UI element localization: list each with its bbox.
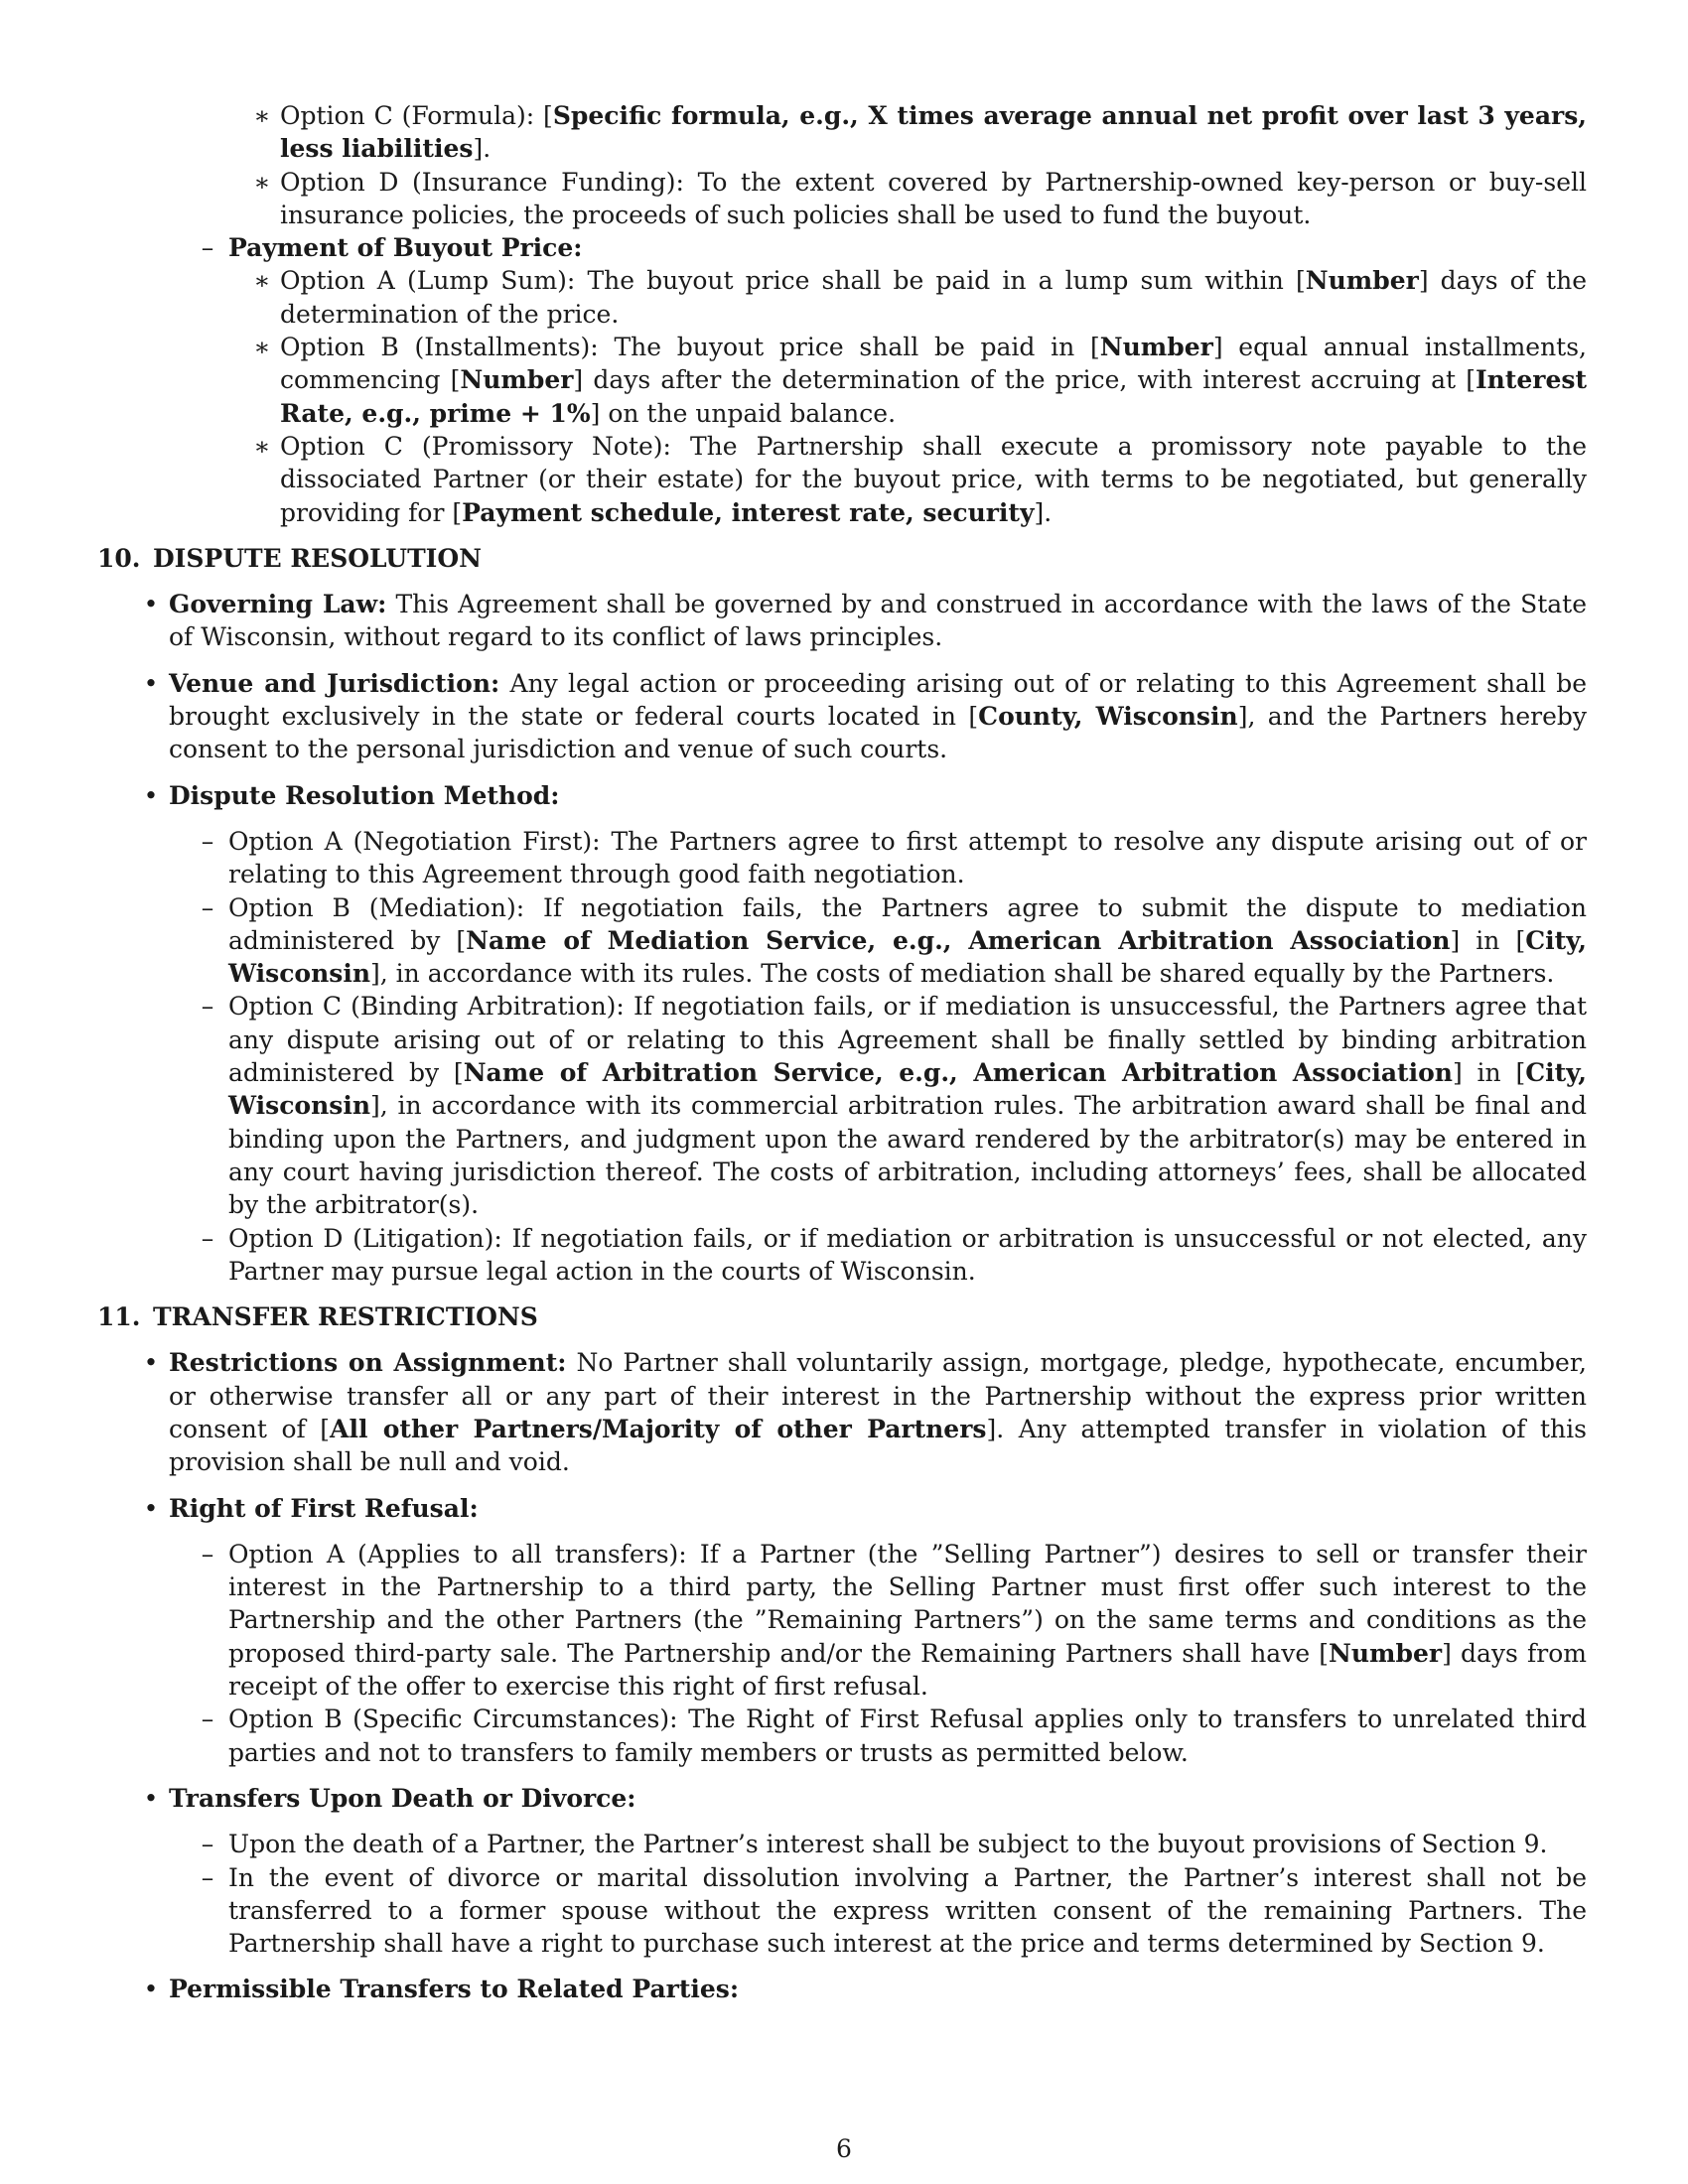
dash-marker: – (201, 1705, 214, 1734)
star-marker: ∗ (253, 101, 271, 130)
dispute-option-c: – Option C (Binding Arbitration): If negotiation fails, or if mediation is unsuccessful, the Partners agree that any dispute arising out of or relating to this Agreement shall be finally settled by binding arbitration administered by [Name of Arbitration Service, e.g., American Arbitration Association] in [City, Wisconsin], in accordance with its commercial arbitration rules. The arbitration award shall be final and binding upon the Partners, and judgment upon the award rendered by the arbitrator(s) may be entered in any court having jurisdiction thereof. The costs of arbitration, including attorneys’ fees, shall be allocated by the arbitrator(s). (228, 990, 1587, 1221)
dispute-option-a: – Option A (Negotiation First): The Partners agree to first attempt to resolve any dispute arising out of or relating to this Agreement through good faith negotiation. (228, 825, 1587, 891)
rofr-option-a: – Option A (Applies to all transfers): If a Partner (the ”Selling Partner”) desires to sell or transfer their interest in the Partnership to a third party, the Selling Partner must first offer such interest to the Partnership and the other Partners (the ”Remaining Partners”) on the same terms and conditions as the proposed third-party sale. The Partnership and/or the Remaining Partners shall have [Number] days from receipt of the offer to exercise this right of first refusal. (228, 1538, 1587, 1703)
right-of-first-refusal: • Right of First Refusal: (169, 1492, 1587, 1525)
transfers-upon-death-or-divorce: • Transfers Upon Death or Divorce: (169, 1782, 1587, 1815)
bullet-marker: • (143, 590, 159, 619)
star-marker: ∗ (253, 266, 271, 296)
dash-marker: – (201, 1830, 214, 1859)
payment-option-b: ∗ Option B (Installments): The buyout price shall be paid in [Number] equal annual installments, commencing [Number] days after the determination of the price, with interest accruing at [Interest Rate, e.g., prime + 1%] on the unpaid balance. (253, 333, 1587, 428)
payment-option-a: ∗ Option A (Lump Sum): The buyout price shall be paid in a lump sum within [Number] days of the determination of the price. (253, 266, 1587, 329)
payment-option-c: ∗ Option C (Promissory Note): The Partnership shall execute a promissory note payable to the dissociated Partner (or their estate) for the buyout price, with terms to be negotiated, but generally providing for [Payment schedule, interest rate, security]. (253, 431, 1587, 527)
dispute-option-d: – Option D (Litigation): If negotiation fails, or if mediation or arbitration is unsuccessful or not elected, any Partner may pursue legal action in the courts of Wisconsin. (228, 1222, 1587, 1289)
dash-marker: – (201, 1223, 214, 1253)
section-title: TRANSFER RESTRICTIONS (153, 1302, 538, 1332)
dispute-resolution-method: • Dispute Resolution Method: (169, 779, 1587, 812)
page-number: 6 (836, 2134, 852, 2163)
bullet-marker: • (143, 1493, 159, 1523)
section-number: 10. (97, 543, 141, 573)
rofr-option-b: – Option B (Specific Circumstances): The Right of First Refusal applies only to transfers to unrelated third parties and not to transfers to family members or trusts as permitted below. (228, 1703, 1587, 1769)
star-marker: ∗ (253, 333, 271, 362)
divorce-provision: – In the event of divorce or marital dissolution involving a Partner, the Partner’s interest shall not be transferred to a former spouse without the express written consent of the remaining Partners. The Partnership shall have a right to purchase such interest at the price and terms determined by Section 9. (228, 1861, 1587, 1961)
payment-of-buyout-price: – Payment of Buyout Price: (228, 231, 1587, 264)
bullet-marker: • (143, 1783, 159, 1813)
section-title: DISPUTE RESOLUTION (153, 543, 482, 573)
governing-law: • Governing Law: This Agreement shall be governed by and construed in accordance with the laws of the State of Wisconsin, without regard to its conflict of laws principles. (169, 588, 1587, 654)
dash-marker: – (201, 1862, 214, 1892)
death-provision: – Upon the death of a Partner, the Partner’s interest shall be subject to the buyout provisions of Section 9. (228, 1828, 1587, 1860)
dash-marker: – (201, 992, 214, 1022)
valuation-option-c: ∗ Option C (Formula): [Specific formula, e.g., X times average annual net profit over last 3 years, less liabilities]. (253, 101, 1587, 164)
dash-marker: – (201, 826, 214, 856)
section-number: 11. (97, 1302, 141, 1332)
bullet-marker: • (143, 668, 159, 698)
venue-and-jurisdiction: • Venue and Jurisdiction: Any legal action or proceeding arising out of or relating to this Agreement shall be brought exclusively in the state or federal courts located in [County, Wisconsin], and the Partners hereby consent to the personal jurisdiction and venue of such courts. (169, 667, 1587, 766)
restrictions-on-assignment: • Restrictions on Assignment: No Partner shall voluntarily assign, mortgage, pledge, hypothecate, encumber, or otherwise transfer all or any part of their interest in the Partnership without the express prior written consent of [All other Partners/Majority of other Partners]. Any attempted transfer in violation of this provision shall be null and void. (169, 1346, 1587, 1478)
dash-marker: – (201, 892, 214, 922)
dash-marker: – (201, 233, 214, 263)
bullet-marker: • (143, 1975, 159, 2004)
dash-marker: – (201, 1539, 214, 1569)
bullet-marker: • (143, 780, 159, 810)
permissible-transfers-related-parties: • Permissible Transfers to Related Parties: (169, 1973, 1587, 2005)
page-content (97, 99, 1587, 2006)
star-marker: ∗ (253, 167, 271, 197)
section-11-heading (97, 1300, 1587, 1333)
valuation-option-d: ∗ Option D (Insurance Funding): To the extent covered by Partnership-owned key-person or buy-sell insurance policies, the proceeds of such policies shall be used to fund the buyout. (253, 167, 1587, 229)
dispute-option-b: – Option B (Mediation): If negotiation fails, the Partners agree to submit the dispute to mediation administered by [Name of Mediation Service, e.g., American Arbitration Association] in [City, Wisconsin], in accordance with its rules. The costs of mediation shall be shared equally by the Partners. (228, 891, 1587, 991)
bullet-marker: • (143, 1348, 159, 1378)
section-10-heading (97, 542, 1587, 575)
star-marker: ∗ (253, 431, 271, 461)
